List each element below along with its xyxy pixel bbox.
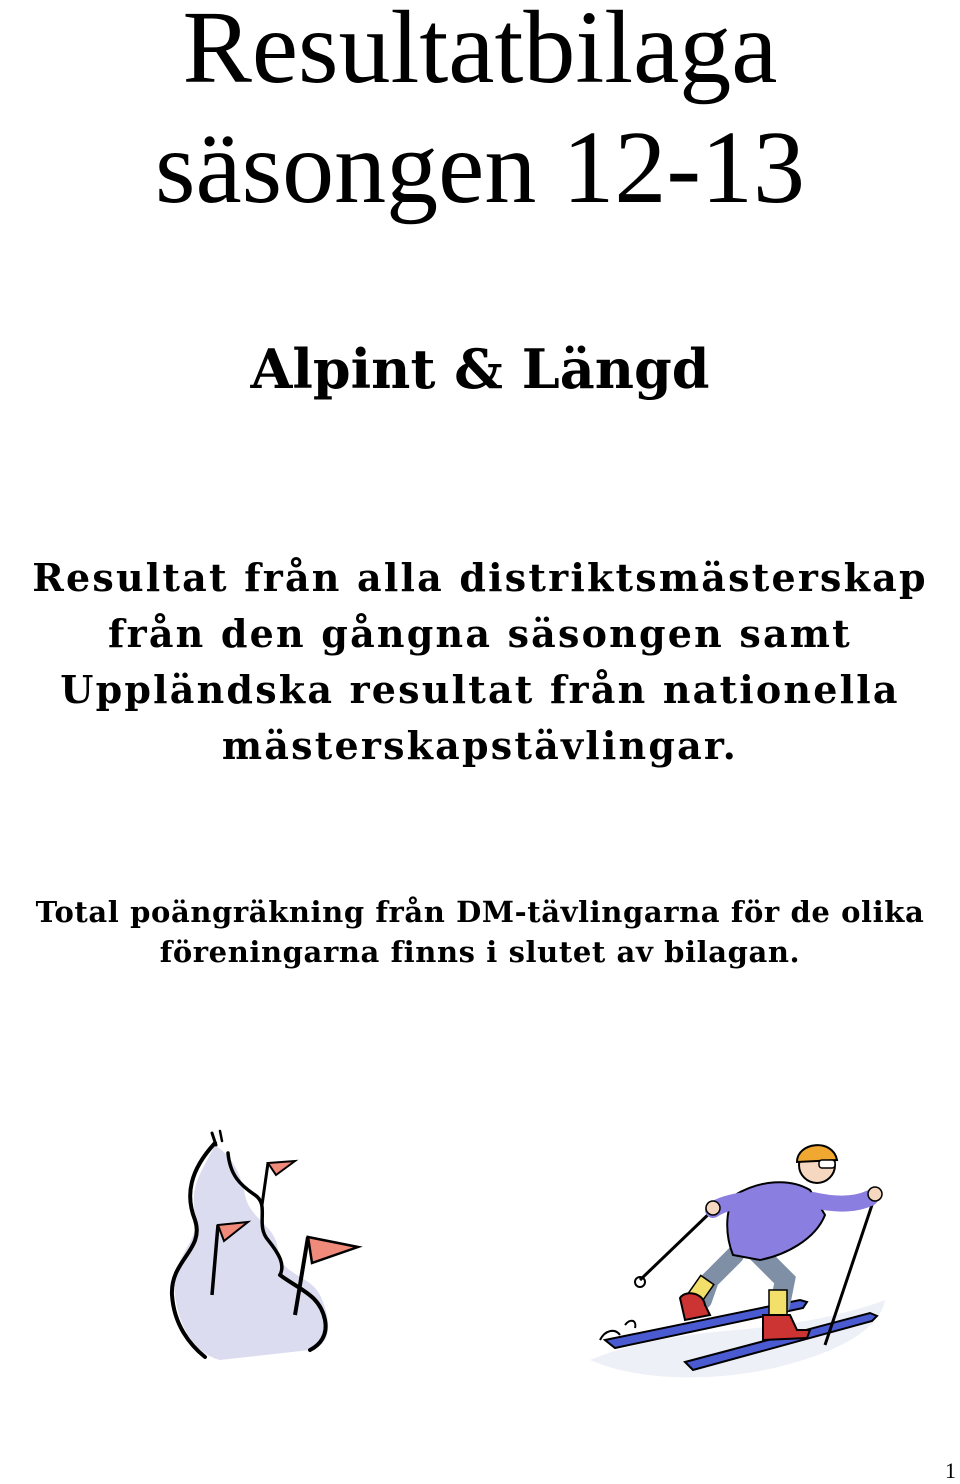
page-number: 1 — [945, 1458, 956, 1483]
note-line: Total poängräkning från DM-tävlingarna för de olika — [35, 895, 925, 929]
cross-country-skier-icon — [585, 1130, 895, 1385]
intro-line: Resultat från alla distriktsmästerskap — [32, 555, 928, 600]
intro-line: Uppländska resultat från nationella — [60, 667, 900, 712]
document-title-line-2: säsongen 12-13 — [155, 110, 805, 225]
document-subtitle: Alpint & Längd — [250, 337, 710, 401]
intro-paragraph — [0, 550, 960, 774]
points-note — [0, 892, 960, 972]
intro-line: mästerskapstävlingar. — [221, 723, 739, 768]
note-line: föreningarna finns i slutet av bilagan. — [159, 935, 801, 969]
intro-line: från den gångna säsongen samt — [108, 611, 852, 656]
document-title-line-1: Resultatbilaga — [182, 0, 778, 105]
slalom-flags-icon — [160, 1125, 380, 1365]
